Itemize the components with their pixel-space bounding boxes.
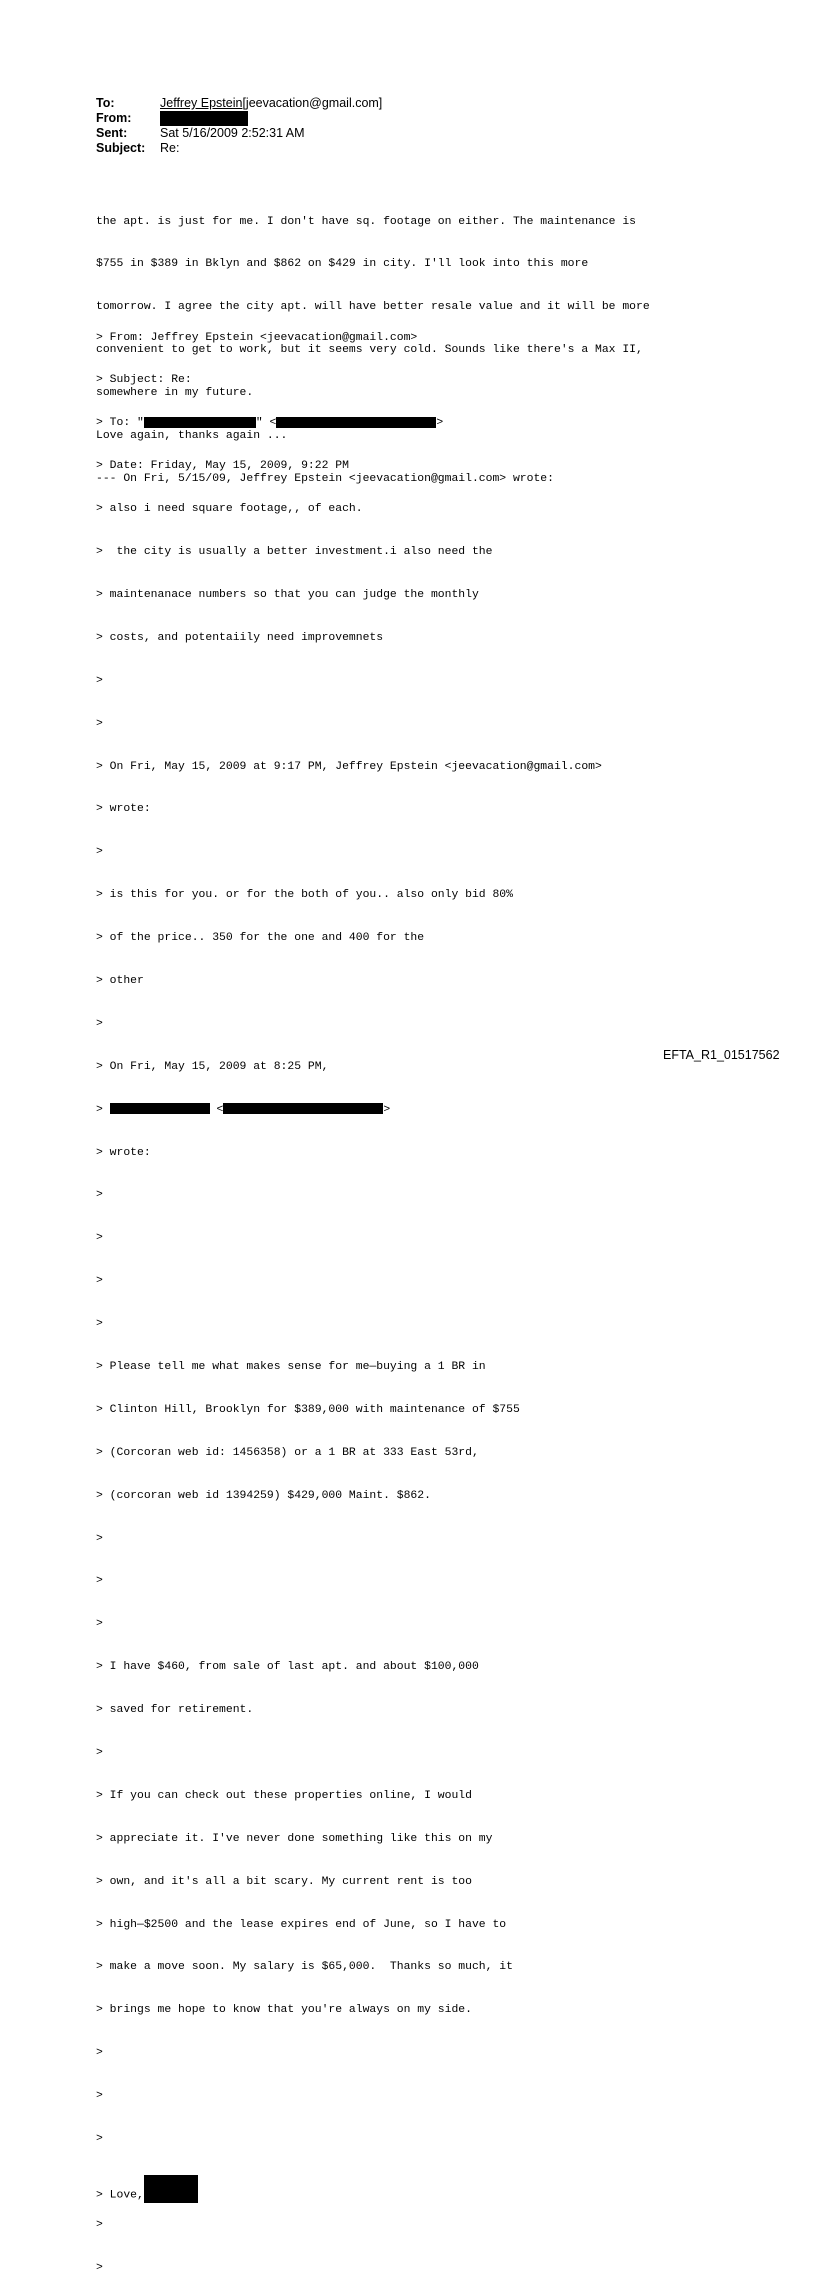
quote-love-text: > Love, (96, 2189, 144, 2202)
quote-line: > (Corcoran web id: 1456358) or a 1 BR at 333 East 53rd, (96, 1446, 479, 1459)
quote-line: > If you can check out these properties online, I would (96, 1789, 472, 1802)
quote-line: > also i need square footage,, of each. (96, 503, 363, 516)
quoted-thread (96, 302, 602, 2289)
quote-sender-mid: < (209, 1103, 224, 1116)
quote-to-line (96, 416, 602, 430)
quote-line: > Please tell me what makes sense for me—buying a 1 BR in (96, 1360, 486, 1373)
body-line: --- On Fri, 5/15/09, Jeffrey Epstein <jeevacation@gmail.com> wrote: (96, 472, 554, 485)
sender-name-redaction (110, 1103, 210, 1114)
sent-label: Sent: (96, 126, 128, 140)
quote-line: > On Fri, May 15, 2009 at 9:17 PM, Jeffrey Epstein <jeevacation@gmail.com> (96, 760, 602, 773)
signature-redaction (144, 2175, 198, 2203)
quote-line: > Clinton Hill, Brooklyn for $389,000 with maintenance of $755 (96, 1403, 520, 1416)
body-line: tomorrow. I agree the city apt. will have better resale value and it will be more (96, 301, 650, 314)
quote-line: > (96, 1532, 103, 1545)
quote-line: > (96, 1746, 103, 1759)
from-redaction (160, 111, 248, 126)
quote-line: > the city is usually a better investment.i also need the (96, 546, 493, 559)
subject-label: Subject: (96, 141, 146, 155)
quote-line: > On Fri, May 15, 2009 at 8:25 PM, (96, 1060, 329, 1073)
sent-row (96, 126, 382, 141)
quote-line: > costs, and potentaiily need improvemnets (96, 631, 384, 644)
quote-line: > (96, 674, 103, 687)
quote-line: > (96, 1575, 103, 1588)
body-line: convenient to get to work, but it seems very cold. Sounds like there's a Max II, (96, 344, 643, 357)
email-header (96, 96, 382, 156)
to-name-redaction (144, 417, 256, 428)
quote-line: > Subject: Re: (96, 374, 192, 387)
quote-line: > (96, 2090, 103, 2103)
quote-line: > (96, 846, 103, 859)
quote-sender-prefix: > (96, 1103, 110, 1116)
body-line: Love again, thanks again ... (96, 430, 288, 443)
to-email-redaction (276, 417, 436, 428)
quote-line: > (96, 1275, 103, 1288)
subject-row (96, 141, 382, 156)
body-line: somewhere in my future. (96, 387, 254, 400)
document-id: EFTA_R1_01517562 (663, 1048, 780, 1062)
to-name: Jeffrey Epstein (160, 96, 243, 110)
quote-to-prefix: > To: " (96, 417, 144, 430)
to-email: [jeevacation@gmail.com] (242, 96, 383, 110)
quote-line: > (96, 1017, 103, 1030)
quote-love-line (96, 2175, 602, 2202)
to-value (160, 96, 382, 111)
sent-value: Sat 5/16/2009 2:52:31 AM (160, 126, 305, 140)
sender-email-redaction (223, 1103, 383, 1114)
quote-line: > (corcoran web id 1394259) $429,000 Maint. $862. (96, 1489, 431, 1502)
from-row (96, 111, 382, 126)
quote-line: > (96, 2047, 103, 2060)
quote-line: > high—$2500 and the lease expires end of June, so I have to (96, 1918, 507, 1931)
quote-line: > (96, 1189, 103, 1202)
quote-line: > maintenanace numbers so that you can judge the monthly (96, 588, 479, 601)
body-line: $755 in $389 in Bklyn and $862 on $429 in city. I'll look into this more (96, 258, 589, 271)
quote-to-mid: " < (255, 417, 277, 430)
quote-line: > (96, 1232, 103, 1245)
quote-line: > wrote: (96, 803, 151, 816)
quote-line: > brings me hope to know that you're always on my side. (96, 2004, 472, 2017)
quote-sender-suffix: > (383, 1103, 391, 1116)
quote-line: > of the price.. 350 for the one and 400 for the (96, 932, 425, 945)
quote-line: > From: Jeffrey Epstein <jeevacation@gmail.com> (96, 331, 418, 344)
quote-line: > is this for you. or for the both of you.. also only bid 80% (96, 889, 513, 902)
quote-line: > Date: Friday, May 15, 2009, 9:22 PM (96, 460, 349, 473)
quote-line: > other (96, 974, 144, 987)
quote-line: > (96, 717, 103, 730)
quote-line: > saved for retirement. (96, 1704, 254, 1717)
quote-line: > own, and it's all a bit scary. My current rent is too (96, 1875, 472, 1888)
quote-line: > I have $460, from sale of last apt. and about $100,000 (96, 1661, 479, 1674)
quote-line: > make a move soon. My salary is $65,000. Thanks so much, it (96, 1961, 513, 1974)
quote-line: > wrote: (96, 1146, 151, 1159)
quote-line: > (96, 1318, 103, 1331)
body-line: the apt. is just for me. I don't have sq. footage on either. The maintenance is (96, 215, 637, 228)
quote-line: > appreciate it. I've never done something like this on my (96, 1832, 493, 1845)
to-label: To: (96, 96, 115, 110)
quote-sender-line (96, 1103, 602, 1117)
subject-value: Re: (160, 141, 180, 155)
quote-line: > (96, 1618, 103, 1631)
quote-line: > (96, 2261, 103, 2274)
from-label: From: (96, 111, 132, 125)
quote-line: > (96, 2218, 103, 2231)
quote-to-suffix: > (436, 417, 444, 430)
to-row (96, 96, 382, 111)
quote-line: > (96, 2133, 103, 2145)
